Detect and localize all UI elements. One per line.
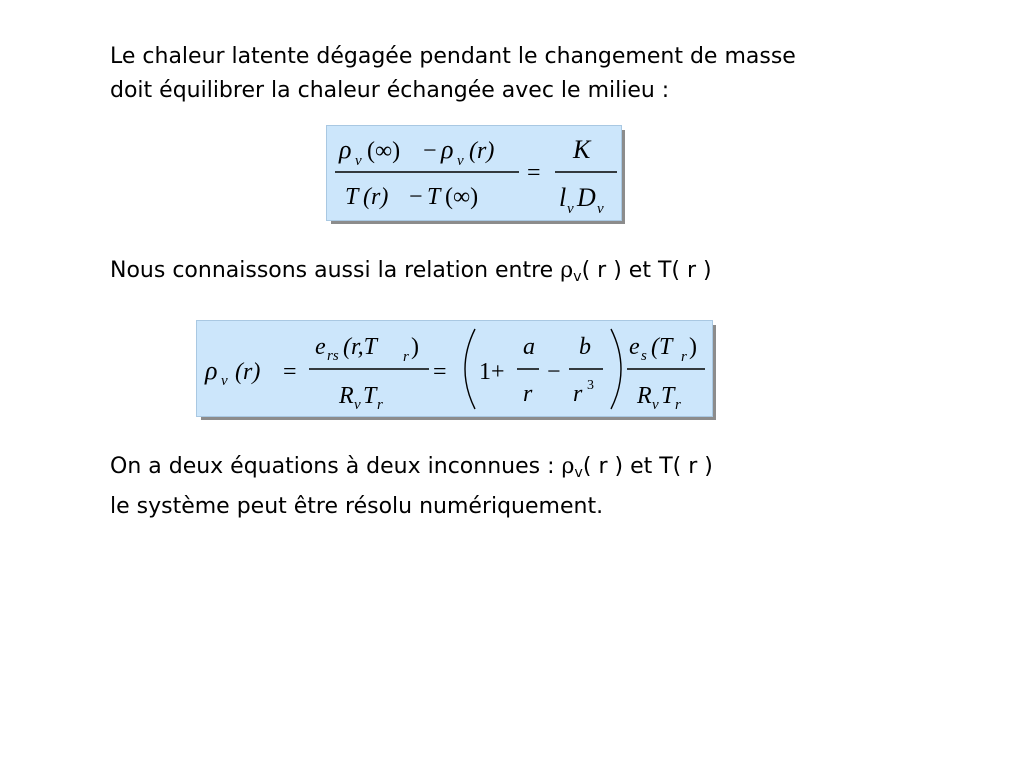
eq2-equals-b: =: [433, 359, 447, 385]
conclusion-rest: ( r ) et T( r ): [582, 454, 713, 479]
eq1-equals: =: [527, 160, 541, 186]
eq1-minus-b: −: [409, 184, 423, 210]
eq1-sub-v-d: v: [597, 201, 604, 217]
latent-heat-equation: [327, 126, 621, 220]
eq2-args-b: (T: [651, 334, 673, 360]
eq2-T-b: T: [661, 383, 675, 409]
eq2-close-a: ): [411, 334, 419, 360]
eq2-sub-r-a: r: [403, 349, 409, 365]
relation-rho: ρ: [560, 258, 574, 283]
eq1-sub-v-a: v: [355, 153, 362, 169]
eq2-r-den-a: r: [523, 381, 533, 407]
eq1-r-b: (r): [363, 184, 389, 210]
relation-paragraph: [110, 254, 712, 294]
eq2-r-den-b: r: [573, 381, 583, 407]
eq2-paren-right: [611, 329, 621, 409]
eq2-sub-r-b: r: [377, 397, 383, 413]
eq2-b: b: [579, 334, 591, 360]
eq2-equals-a: =: [283, 359, 297, 385]
relation-sub-v: v: [573, 269, 582, 285]
eq2-sub-rs: rs: [327, 348, 339, 364]
eq2-sub-r-d: r: [675, 397, 681, 413]
eq2-R-b: R: [637, 383, 652, 409]
intro-paragraph: [110, 40, 796, 108]
eq1-inf-a: (∞): [367, 138, 401, 164]
eq2-sub-s: s: [641, 348, 647, 364]
conclusion-paragraph: [110, 450, 713, 524]
eq2-r-arg: (r): [235, 359, 261, 385]
relation-text: Nous connaissons aussi la relation entre: [110, 258, 561, 283]
eq2-sub-r-c: r: [681, 349, 687, 365]
conclusion-line-2: le système peut être résolu numériquement.: [110, 494, 604, 519]
eq1-sub-v-c: v: [567, 201, 574, 217]
eq1-D: D: [577, 183, 596, 212]
eq1-l: l: [559, 183, 567, 212]
eq1-minus-a: −: [423, 138, 437, 164]
eq2-minus: −: [547, 359, 561, 385]
eq2-e-b: e: [629, 334, 640, 360]
relation-rest: ( r ) et T( r ): [581, 258, 712, 283]
intro-line-1: Le chaleur latente dégagée pendant le changement de masse: [110, 44, 796, 69]
eq2-R-a: R: [339, 383, 354, 409]
eq2-rho: ρ: [205, 356, 218, 385]
eq2-paren-left: [465, 329, 475, 409]
eq2-a: a: [523, 334, 535, 360]
eq1-r-a: (r): [469, 138, 495, 164]
eq1-T-a: T: [345, 184, 359, 210]
eq1-sub-v-b: v: [457, 153, 464, 169]
conclusion-rho: ρ: [561, 454, 575, 479]
eq2-sub-v: v: [221, 373, 228, 389]
vapor-density-equation-math: [197, 321, 712, 416]
eq1-rho-a: ρ: [339, 135, 352, 164]
eq1-inf-b: (∞): [445, 184, 479, 210]
latent-heat-equation-math: [327, 126, 621, 220]
eq2-close-b: ): [689, 334, 697, 360]
vapor-density-equation: [197, 321, 712, 416]
eq1-T-b: T: [427, 184, 441, 210]
eq2-sub-v-c: v: [652, 397, 659, 413]
eq2-one-plus: 1+: [479, 359, 505, 385]
conclusion-text: On a deux équations à deux inconnues :: [110, 454, 562, 479]
intro-line-2: doit équilibrer la chaleur échangée avec le milieu :: [110, 78, 670, 103]
eq2-sub-v-b: v: [354, 397, 361, 413]
eq2-exponent-3: 3: [587, 378, 594, 393]
eq2-T-a: T: [363, 383, 377, 409]
conclusion-sub-v: v: [574, 465, 583, 481]
eq1-K: K: [573, 135, 591, 164]
eq2-e-a: e: [315, 334, 326, 360]
eq2-args-a: (r,T: [343, 334, 378, 360]
eq1-rho-b: ρ: [441, 135, 454, 164]
